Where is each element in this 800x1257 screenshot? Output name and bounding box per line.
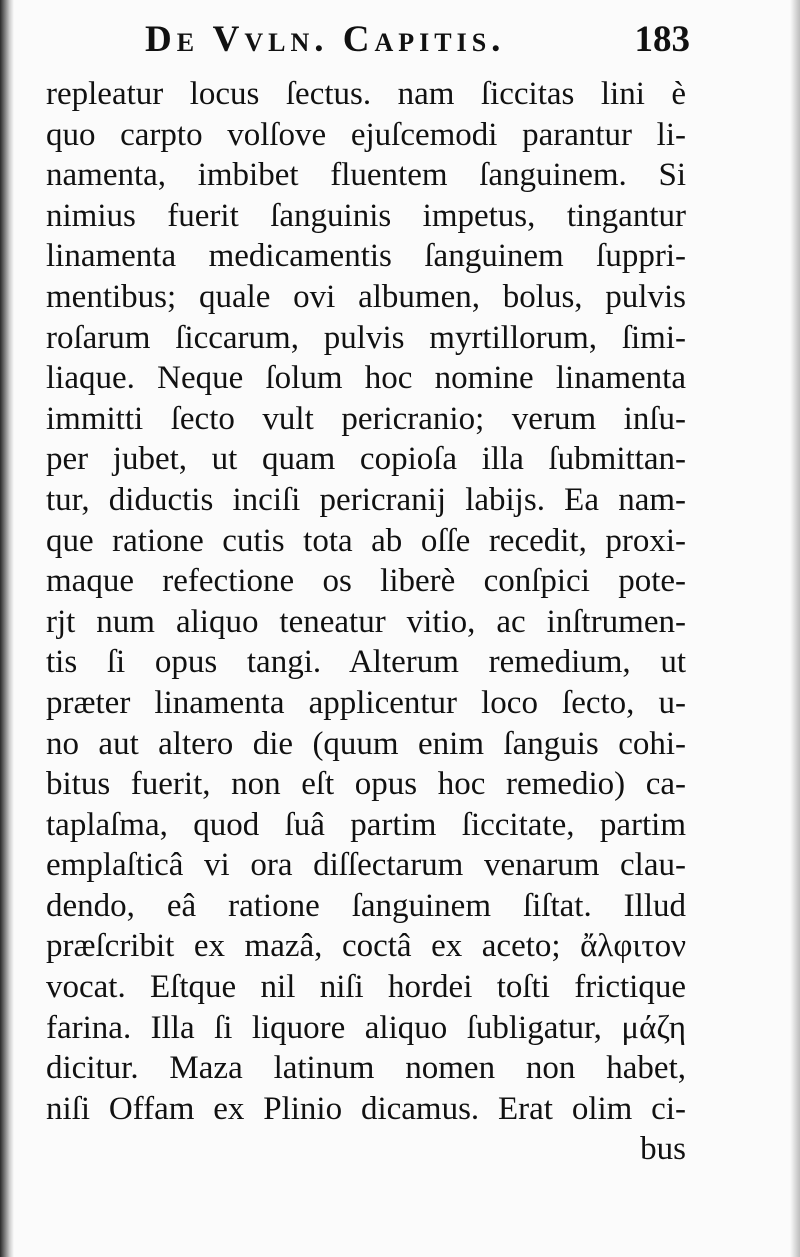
text-line: præſcribit ex mazâ, coctâ ex aceto; ἄλφιτον <box>46 928 686 965</box>
text-line: emplaſticâ vi ora diſſectarum venarum clau- <box>46 847 686 884</box>
body-text <box>46 74 686 1170</box>
text-line: rjt num aliquo teneatur vitio, ac inſtrumen- <box>46 603 686 640</box>
page-gutter-shadow <box>0 0 14 1257</box>
text-line: farina. Illa ſi liquore aliquo ſubligatur, μάζη <box>46 1009 686 1046</box>
text-line: dicitur. Maza latinum nomen non habet, <box>46 1050 686 1087</box>
text-line: repleatur locus ſectus. nam ſiccitas lini è <box>46 76 686 112</box>
text-line: niſi Offam ex Plinio dicamus. Erat olim ci- <box>46 1090 686 1127</box>
page-number: 183 <box>634 19 690 60</box>
text-line: liaque. Neque ſolum hoc nomine linamenta <box>46 360 686 397</box>
text-line: vocat. Eſtque nil niſi hordei toſti frictique <box>46 969 686 1006</box>
page-header <box>60 18 690 68</box>
text-line: roſarum ſiccarum, pulvis myrtillorum, ſimi- <box>46 319 686 356</box>
text-line: linamenta medicamentis ſanguinem ſuppri- <box>46 238 686 275</box>
text-line: bitus fuerit, non eſt opus hoc remedio) ca- <box>46 766 686 803</box>
page-edge <box>790 0 800 1257</box>
text-line: nimius fuerit ſanguinis impetus, tingantur <box>46 197 686 234</box>
text-line: tur, diductis inciſi pericranij labijs. Ea nam- <box>46 481 686 518</box>
text-line: per jubet, ut quam copioſa illa ſubmittan- <box>46 441 686 478</box>
text-line: no aut altero die (quum enim ſanguis cohi- <box>46 725 686 762</box>
text-line: taplaſma, quod ſuâ partim ſiccitate, partim <box>46 806 686 843</box>
text-line: que ratione cutis tota ab oſſe recedit, proxi- <box>46 522 686 559</box>
text-line: namenta, imbibet fluentem ſanguinem. Si <box>46 157 686 194</box>
text-line: immitti ſecto vult pericranio; verum inſu- <box>46 400 686 437</box>
text-line: maque refectione os liberè conſpici pote- <box>46 563 686 600</box>
running-head: De Vvln. Capitis. <box>145 19 506 60</box>
catchword: bus <box>640 1131 686 1168</box>
text-line: tis ſi opus tangi. Alterum remedium, ut <box>46 644 686 681</box>
text-line: præter linamenta applicentur loco ſecto, u- <box>46 684 686 721</box>
text-line: quo carpto volſove ejuſcemodi parantur li- <box>46 116 686 153</box>
text-line: mentibus; quale ovi albumen, bolus, pulvis <box>46 278 686 315</box>
text-line: dendo, eâ ratione ſanguinem ſiſtat. Illud <box>46 887 686 924</box>
